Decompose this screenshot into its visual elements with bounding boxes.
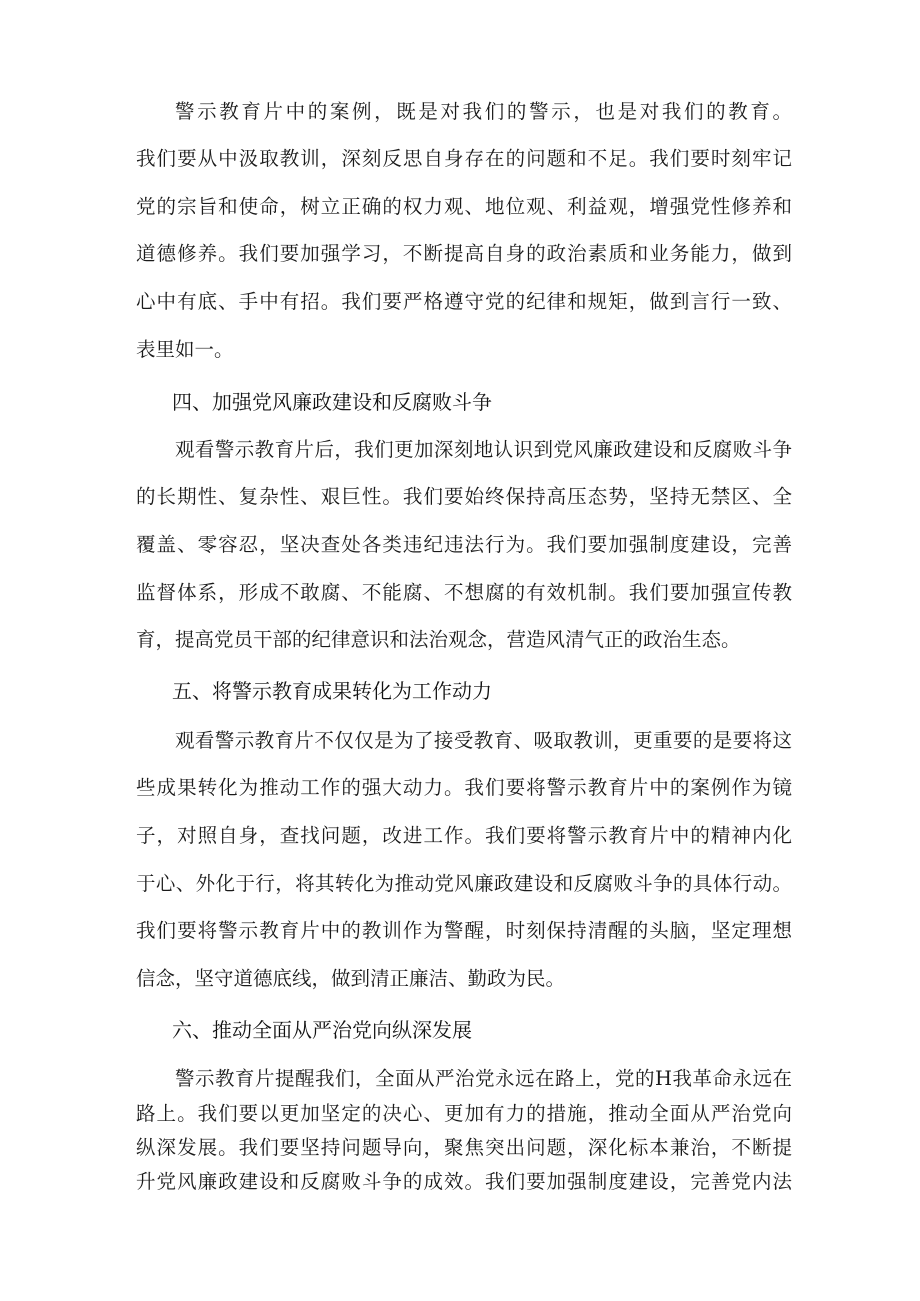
paragraph-2-line-3: 覆盖、零容忍，坚决查处各类违纪违法行为。我们要加强制度建设，完善 <box>136 533 792 556</box>
section-heading-5: 五、将警示教育成果转化为工作动力 <box>172 679 492 703</box>
paragraph-1-line-3: 党的宗旨和使命，树立正确的权力观、地位观、利益观，增强党性修养和 <box>136 195 792 218</box>
paragraph-2-line-5: 育，提高党员干部的纪律意识和法治观念，营造风清气正的政治生态。 <box>136 628 741 651</box>
paragraph-1-line-2: 我们要从中汲取教训，深刻反思自身存在的问题和不足。我们要时刻牢记 <box>136 147 792 170</box>
paragraph-3-line-1: 观看警示教育片不仅仅是为了接受教育、吸取教训，更重要的是要将这 <box>175 729 792 752</box>
paragraph-3-line-3: 子，对照自身，查找问题，改进工作。我们要将警示教育片中的精神内化 <box>136 824 792 847</box>
paragraph-4-line-4: 升党风廉政建设和反腐败斗争的成效。我们要加强制度建设，完善党内法 <box>136 1170 792 1193</box>
paragraph-2-line-1: 观看警示教育片后，我们更加深刻地认识到党风廉政建设和反腐败斗争 <box>175 438 792 461</box>
paragraph-4-line-1: 警示教育片提醒我们，全面从严治党永远在路上，党的H我革命永远在 <box>175 1067 792 1090</box>
paragraph-3-line-2: 些成果转化为推动工作的强大动力。我们要将警示教育片中的案例作为镜 <box>136 776 792 799</box>
paragraph-1-line-6: 表里如一。 <box>136 338 234 361</box>
paragraph-2-line-4: 监督体系，形成不敢腐、不能腐、不想腐的有效机制。我们要加强宣传教 <box>136 581 792 604</box>
paragraph-1-line-4: 道德修养。我们要加强学习，不断提高自身的政治素质和业务能力，做到 <box>136 242 792 265</box>
paragraph-1-line-1: 警示教育片中的案例，既是对我们的警示，也是对我们的教育。 <box>175 100 792 123</box>
paragraph-3-line-5: 我们要将警示教育片中的教训作为警醒，时刻保持清醒的头脑，坚定理想 <box>136 919 792 942</box>
section-heading-4: 四、加强党风廉政建设和反腐败斗争 <box>172 390 492 414</box>
paragraph-3-line-4: 于心、外化于行，将其转化为推动党风廉政建设和反腐败斗争的具体行动。 <box>136 872 792 895</box>
paragraph-3-line-6: 信念，坚守道德底线，做到清正廉洁、勤政为民。 <box>136 967 566 990</box>
section-heading-6: 六、推动全面从严治党向纵深发展 <box>172 1018 472 1042</box>
paragraph-4-line-3: 纵深发展。我们要坚持问题导向，聚焦突出问题，深化标本兼治，不断提 <box>136 1136 792 1159</box>
paragraph-1-line-5: 心中有底、手中有招。我们要严格遵守党的纪律和规矩，做到言行一致、 <box>136 290 792 313</box>
paragraph-4-line-2: 路上。我们要以更加坚定的决心、更加有力的措施，推动全面从严治党向 <box>136 1102 792 1125</box>
paragraph-2-line-2: 的长期性、复杂性、艰巨性。我们要始终保持高压态势，坚持无禁区、全 <box>136 485 792 508</box>
